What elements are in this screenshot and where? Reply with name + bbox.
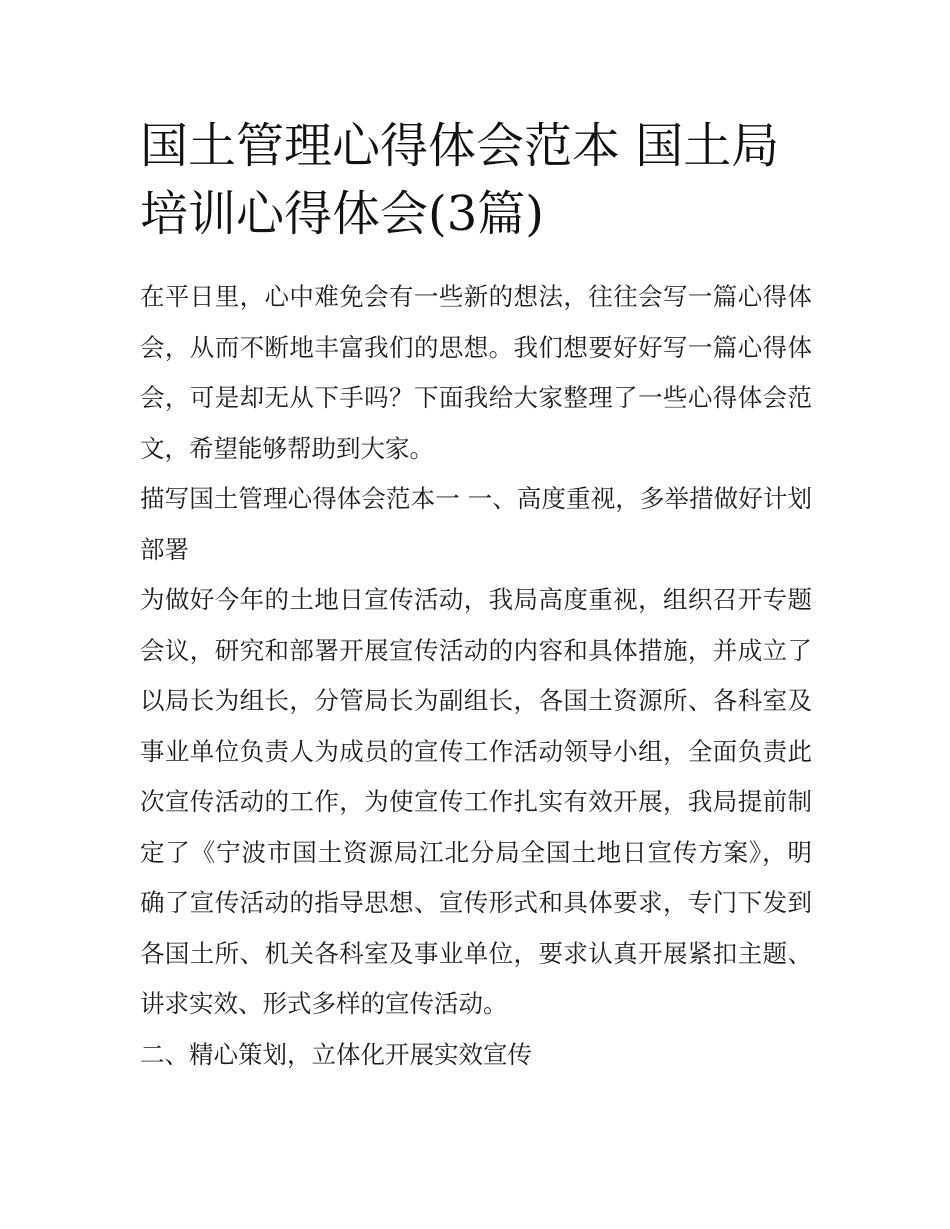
document-title: 国土管理心得体会范本 国土局培训心得体会(3篇) bbox=[140, 118, 780, 242]
paragraph-intro: 在平日里，心中难免会有一些新的想法，往往会写一篇心得体会，从而不断地丰富我们的思想。我们想要好好写一篇心得体会，可是却无从下手吗？下面我给大家整理了一些心得体会范文，希望能够帮助到大家。 bbox=[140, 282, 812, 463]
paragraph-section-one-heading: 描写国土管理心得体会范本一 一、高度重视，多举措做好计划部署 bbox=[140, 484, 812, 564]
document-page bbox=[140, 112, 812, 1080]
paragraph-section-two-heading: 二、精心策划，立体化开展实效宣传 bbox=[140, 1039, 532, 1069]
document-body bbox=[140, 272, 812, 1080]
paragraph-section-one-body: 为做好今年的土地日宣传活动，我局高度重视，组织召开专题会议，研究和部署开展宣传活动的内容和具体措施，并成立了以局长为组长，分管局长为副组长，各国土资源所、各科室及事业单位负责人为成员的宣传工作活动领导小组，全面负责此次宣传活动的工作，为使宣传工作扎实有效开展，我局提前制定了《宁波市国土资源局江北分局全国土地日宣传方案》，明确了宣传活动的指导思想、宣传形式和具体要求，专门下发到各国土所、机关各科室及事业单位，要求认真开展紧扣主题、讲求实效、形式多样的宣传活动。 bbox=[140, 585, 812, 1018]
